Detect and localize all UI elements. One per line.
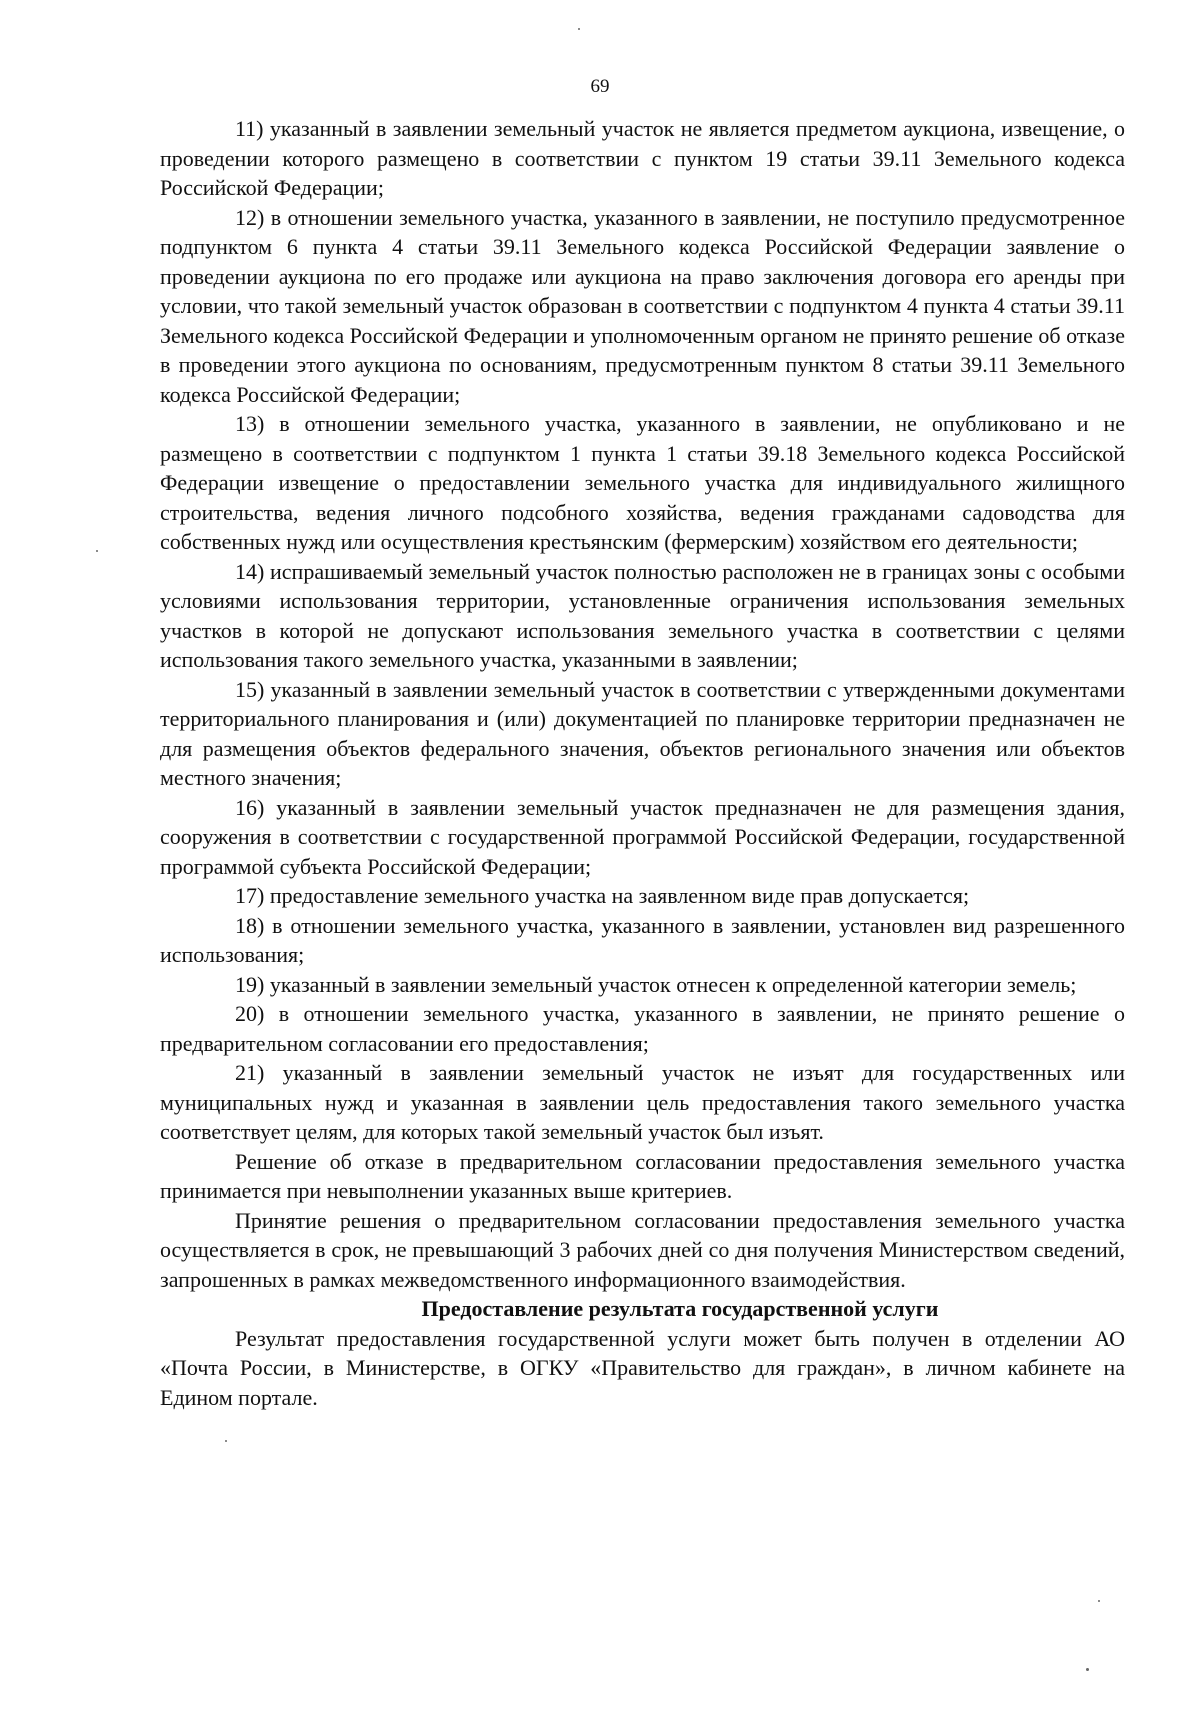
list-item: 19) указанный в заявлении земельный участок отнесен к определенной категории земель; <box>235 971 1077 997</box>
list-item: 17) предоставление земельного участка на заявленном виде прав допускается; <box>235 883 970 908</box>
list-item: 16) указанный в заявлении земельный участок предназначен не для размещения здания, сооружения в соответствии с государственной программой Российской Федерации, государственной программой субъекта Российской Федерации; <box>160 794 1125 879</box>
section-heading: Предоставление результата государственной услуги <box>421 1296 939 1321</box>
refusal-paragraph: Решение об отказе в предварительном согласовании предоставления земельного участка принимается при невыполнении указанных выше критериев. <box>160 1148 1125 1203</box>
list-item: 13) в отношении земельного участка, указанного в заявлении, не опубликовано и не размещено в соответствии с подпунктом 1 пункта 1 статьи 39.18 Земельного кодекса Российской Федерации извещение о предоставлении земельного участка для индивидуального жилищного строительства, ведения личного подсобного хозяйства, ведения гражданами садоводства для собственных нужд или осуществления крестьянским (фермерским) хозяйством его деятельности; <box>160 411 1125 554</box>
list-item: 14) испрашиваемый земельный участок полностью расположен не в границах зоны с особыми условиями использования территории, установленные ограничения использования земельных участков в которой не допускают использования земельного участка в соответствии с целями использования такого земельного участка, указанными в заявлении; <box>160 558 1125 672</box>
scan-speck <box>96 550 98 552</box>
list-item: 11) указанный в заявлении земельный участок не является предметом аукциона, извещение, о проведении которого размещено в соответствии с пунктом 19 статьи 39.11 Земельного кодекса Российской Федерации; <box>160 116 1125 200</box>
list-item: 15) указанный в заявлении земельный участок в соответствии с утвержденными документами территориального планирования и (или) документацией по планировке территории предназначен не для размещения объектов федерального значения, объектов регионального значения или объектов местного значения; <box>160 676 1125 790</box>
scan-speck <box>578 28 580 30</box>
scan-speck <box>1086 1668 1089 1671</box>
decision-paragraph: Принятие решения о предварительном согласовании предоставления земельного участка осуществляется в срок, не превышающий 3 рабочих дней со дня получения Министерством сведений, запрошенных в рамках межведомственного информационного взаимодействия. <box>160 1207 1125 1292</box>
page-number: 69 <box>590 76 610 97</box>
list-item: 21) указанный в заявлении земельный участок не изъят для государственных или муниципальных нужд и указанная в заявлении цель предоставления такого земельного участка соответствует целям, для которых такой земельный участок был изъят. <box>160 1060 1125 1144</box>
scan-speck <box>225 1440 227 1442</box>
scan-speck <box>1098 1600 1100 1602</box>
result-paragraph: Результат предоставления государственной услуги может быть получен в отделении АО «Почта России, в Министерстве, в ОГКУ «Правительство для граждан», в личном кабинете на Едином портале. <box>160 1325 1125 1410</box>
list-item: 20) в отношении земельного участка, указанного в заявлении, не принято решение о предварительном согласовании его предоставления; <box>160 1001 1125 1056</box>
list-item: 18) в отношении земельного участка, указанного в заявлении, установлен вид разрешенного использования; <box>160 912 1125 967</box>
list-item: 12) в отношении земельного участка, указанного в заявлении, не поступило предусмотренное подпунктом 6 пункта 4 статьи 39.11 Земельного кодекса Российской Федерации заявление о проведении аукциона по его продаже или аукциона на право заключения договора его аренды при условии, что такой земельный участок образован в соответствии с подпунктом 4 пункта 4 статьи 39.11 Земельного кодекса Российской Федерации и уполномоченным органом не принято решение об отказе в проведении этого аукциона по основаниям, предусмотренным пунктом 8 статьи 39.11 Земельного кодекса Российской Федерации; <box>160 204 1125 407</box>
document-body <box>160 114 1125 1412</box>
